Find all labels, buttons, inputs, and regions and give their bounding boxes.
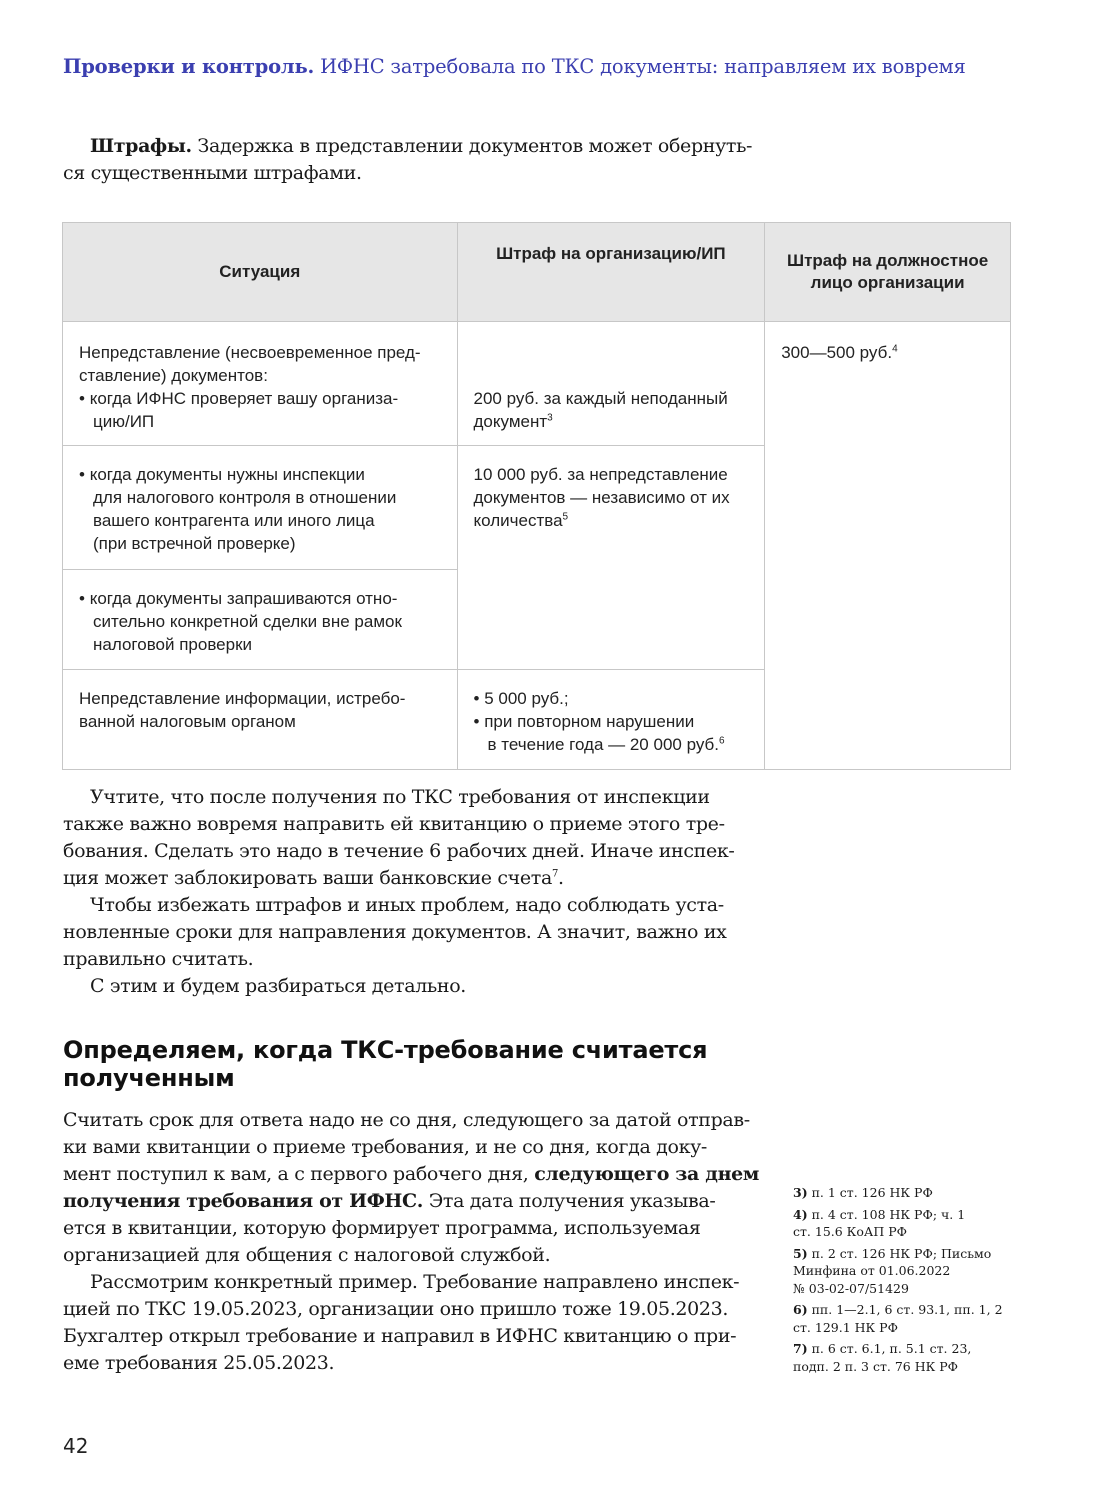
row1-org-fine: 200 руб. за каждый неподанный документ$^3$ <box>457 322 765 446</box>
official-fine-cell: 300—500 руб.$^4$ <box>765 322 1011 770</box>
running-header <box>63 55 966 78</box>
table-row <box>63 322 1011 446</box>
row2-org-fine: 10 000 руб. за непредставление документов — независимо от их количества$^5$ <box>457 446 765 670</box>
footnote-4: 4) п. 4 ст. 108 НК РФ; ч. 1 ст. 15.6 КоАП РФ <box>793 1206 966 1239</box>
header-title: ИФНС затребовала по ТКС документы: направляем их вовремя <box>320 55 966 78</box>
col-header-official-fine: Штраф на должностное лицо организации <box>765 223 1011 322</box>
section-heading: Определяем, когда ТКС-требование считается полученным <box>63 1036 708 1092</box>
footnote-6: 6) пп. 1—2.1, 6 ст. 93.1, пп. 1, 2 ст. 129.1 НК РФ <box>793 1302 1003 1335</box>
col-header-org-fine: Штраф на организацию/ИП <box>457 223 765 322</box>
body-paragraphs-1: Учтите, что после получения по ТКС требования от инспекции также важно вовремя направить ей квитанцию о приеме этого тре- бования. Сделать это надо в течение 6 рабочих дней. Иначе инспек- ция может заблокировать ваши банковские счета$^7$. Чтобы избежать штрафов и иных проблем, надо соблюдать уста- новленные сроки для направления документов. А значит, важно их правильно считать. С этим и будем разбираться детально. <box>63 786 735 997</box>
body-paragraphs-2: Считать срок для ответа надо не со дня, следующего за датой отправ- ки вами квитанции о приеме требования, и не со дня, когда доку- мент поступил к вам, а с первого рабочего дня, следующего за днем получения требования от ИФНС. Эта дата получения указыва- ется в квитанции, которую формирует программа, используемая организацией для общения с налоговой службой. Рассмотрим конкретный пример. Требование направлено инспек- цией по ТКС 19.05.2023, организации оно пришло тоже 19.05.2023. Бухгалтер открыл требование и направил в ИФНС квитанцию о при- еме требования 25.05.2023. <box>63 1109 760 1374</box>
row4-org-fine: • 5 000 руб.; • при повторном нарушении в течение года — 20 000 руб.$^6$ <box>457 670 765 770</box>
col-header-situation: Ситуация <box>63 223 458 322</box>
row3-situation: • когда документы запрашиваются отно- сительно конкретной сделки вне рамок налоговой проверки <box>63 570 458 670</box>
footnote-7: 7) п. 6 ст. 6.1, п. 5.1 ст. 23, подп. 2 п. 3 ст. 76 НК РФ <box>793 1341 972 1374</box>
row2-situation: • когда документы нужны инспекции для налогового контроля в отношении вашего контрагента или иного лица (при встречной проверке) <box>63 446 458 570</box>
row1-situation: Непредставление (несвоевременное пред- ставление) документов: • когда ИФНС проверяет вашу организа- цию/ИП <box>63 322 458 446</box>
table-header-row <box>63 223 1011 322</box>
intro-paragraph: Штрафы. Задержка в представлении документов может обернуть- ся существенными штрафами. <box>63 135 753 184</box>
footnotes <box>793 1184 1033 1379</box>
footnote-5: 5) п. 2 ст. 126 НК РФ; Письмо Минфина от 01.06.2022 № 03-02-07/51429 <box>793 1245 992 1296</box>
header-section: Проверки и контроль. <box>63 55 315 78</box>
footnote-3: 3) п. 1 ст. 126 НК РФ <box>793 1185 933 1200</box>
fines-table <box>62 222 1011 770</box>
row4-situation: Непредставление информации, истребо- ванной налоговым органом <box>63 670 458 770</box>
intro-bold: Штрафы. <box>90 135 192 157</box>
page-number: 42 <box>63 1434 89 1458</box>
